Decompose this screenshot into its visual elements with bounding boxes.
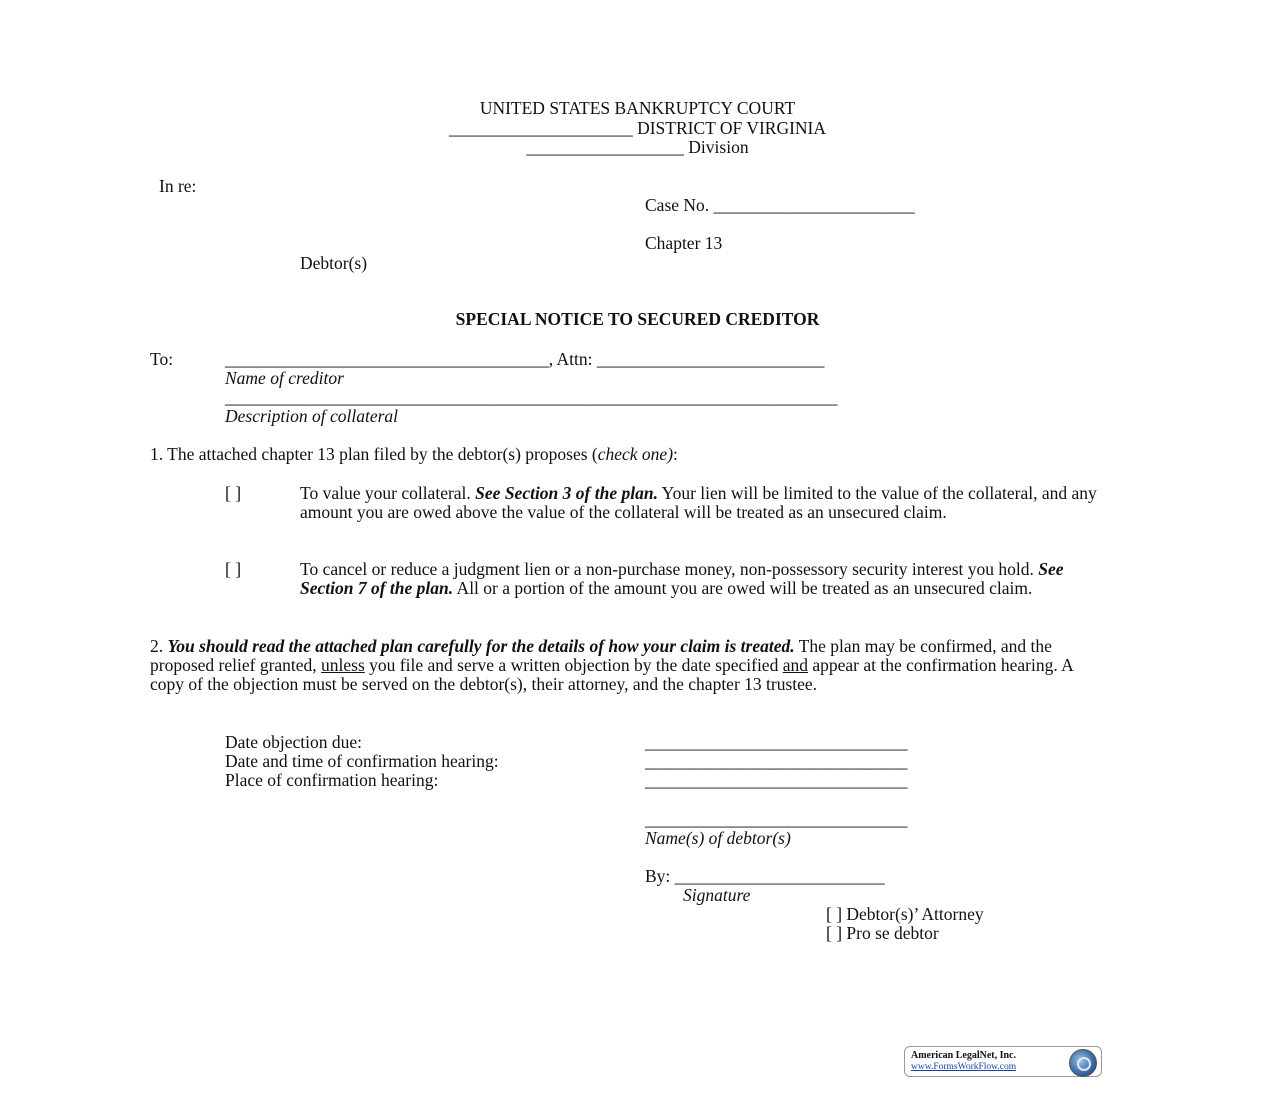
item-1-intro: 1. The attached chapter 13 plan filed by the debtor(s) proposes (check one):: [150, 444, 678, 464]
option-1-checkbox[interactable]: [ ]: [225, 483, 242, 503]
to-label: To:: [150, 349, 174, 369]
debtors-label: Debtor(s): [300, 253, 368, 273]
hearing-place-label: Place of confirmation hearing:: [225, 770, 439, 790]
collateral-line: ______________________________________________________________________: [225, 387, 838, 407]
debtor-names-line: ______________________________: [645, 809, 908, 829]
district-line: _____________________ DISTRICT OF VIRGINIA: [448, 118, 827, 138]
court-name: UNITED STATES BANKRUPTCY COURT: [479, 98, 796, 118]
document-title: SPECIAL NOTICE TO SECURED CREDITOR: [455, 309, 820, 329]
item-2-paragraph: 2. You should read the attached plan carefully for the details of how your claim is treated. The plan may be confirmed, and the proposed relief granted, unless you file and serve a written objection by the date specified and appear at the confirmation hearing. A copy of the objection must be served on the debtor(s), their attorney, and the chapter 13 trustee.: [150, 636, 1073, 694]
objection-due-label: Date objection due:: [225, 732, 363, 752]
signature-caption: Signature: [683, 885, 751, 905]
objection-due-blank: ______________________________: [645, 732, 908, 752]
case-number-field: Case No. _______________________: [645, 195, 915, 215]
creditor-attn-line: _____________________________________, Attn: __________________________: [225, 349, 825, 369]
option-1-text: To value your collateral. See Section 3 of the plan. Your lien will be limited to the value of the collateral, and any amount you are owed above the value of the collateral will be treated as an unsecured claim.: [300, 483, 1097, 522]
in-re-label: In re:: [159, 176, 197, 196]
debtor-names-caption: Name(s) of debtor(s): [645, 828, 791, 848]
pro-se-checkbox-option[interactable]: [ ] Pro se debtor: [826, 923, 939, 943]
hearing-place-blank: ______________________________: [645, 770, 908, 790]
option-2-text: To cancel or reduce a judgment lien or a non-purchase money, non-possessory security interest you hold. See Section 7 of the plan. All or a portion of the amount you are owed will be treated as an unsecured claim.: [300, 559, 1064, 598]
hearing-time-label: Date and time of confirmation hearing:: [225, 751, 499, 771]
signature-line: By: ________________________: [645, 866, 885, 886]
hearing-time-blank: ______________________________: [645, 751, 908, 771]
option-2-checkbox[interactable]: [ ]: [225, 559, 242, 579]
globe-icon: [1069, 1049, 1097, 1077]
creditor-caption: Name of creditor: [225, 368, 344, 388]
chapter-label: Chapter 13: [645, 233, 723, 253]
publisher-website-link[interactable]: www.FormsWorkFlow.com: [911, 1062, 1017, 1072]
division-line: __________________ Division: [526, 137, 749, 157]
collateral-caption: Description of collateral: [225, 406, 399, 426]
publisher-name: American LegalNet, Inc.: [911, 1050, 1016, 1061]
attorney-checkbox-option[interactable]: [ ] Debtor(s)’ Attorney: [826, 904, 984, 924]
publisher-badge[interactable]: [904, 1046, 1102, 1077]
